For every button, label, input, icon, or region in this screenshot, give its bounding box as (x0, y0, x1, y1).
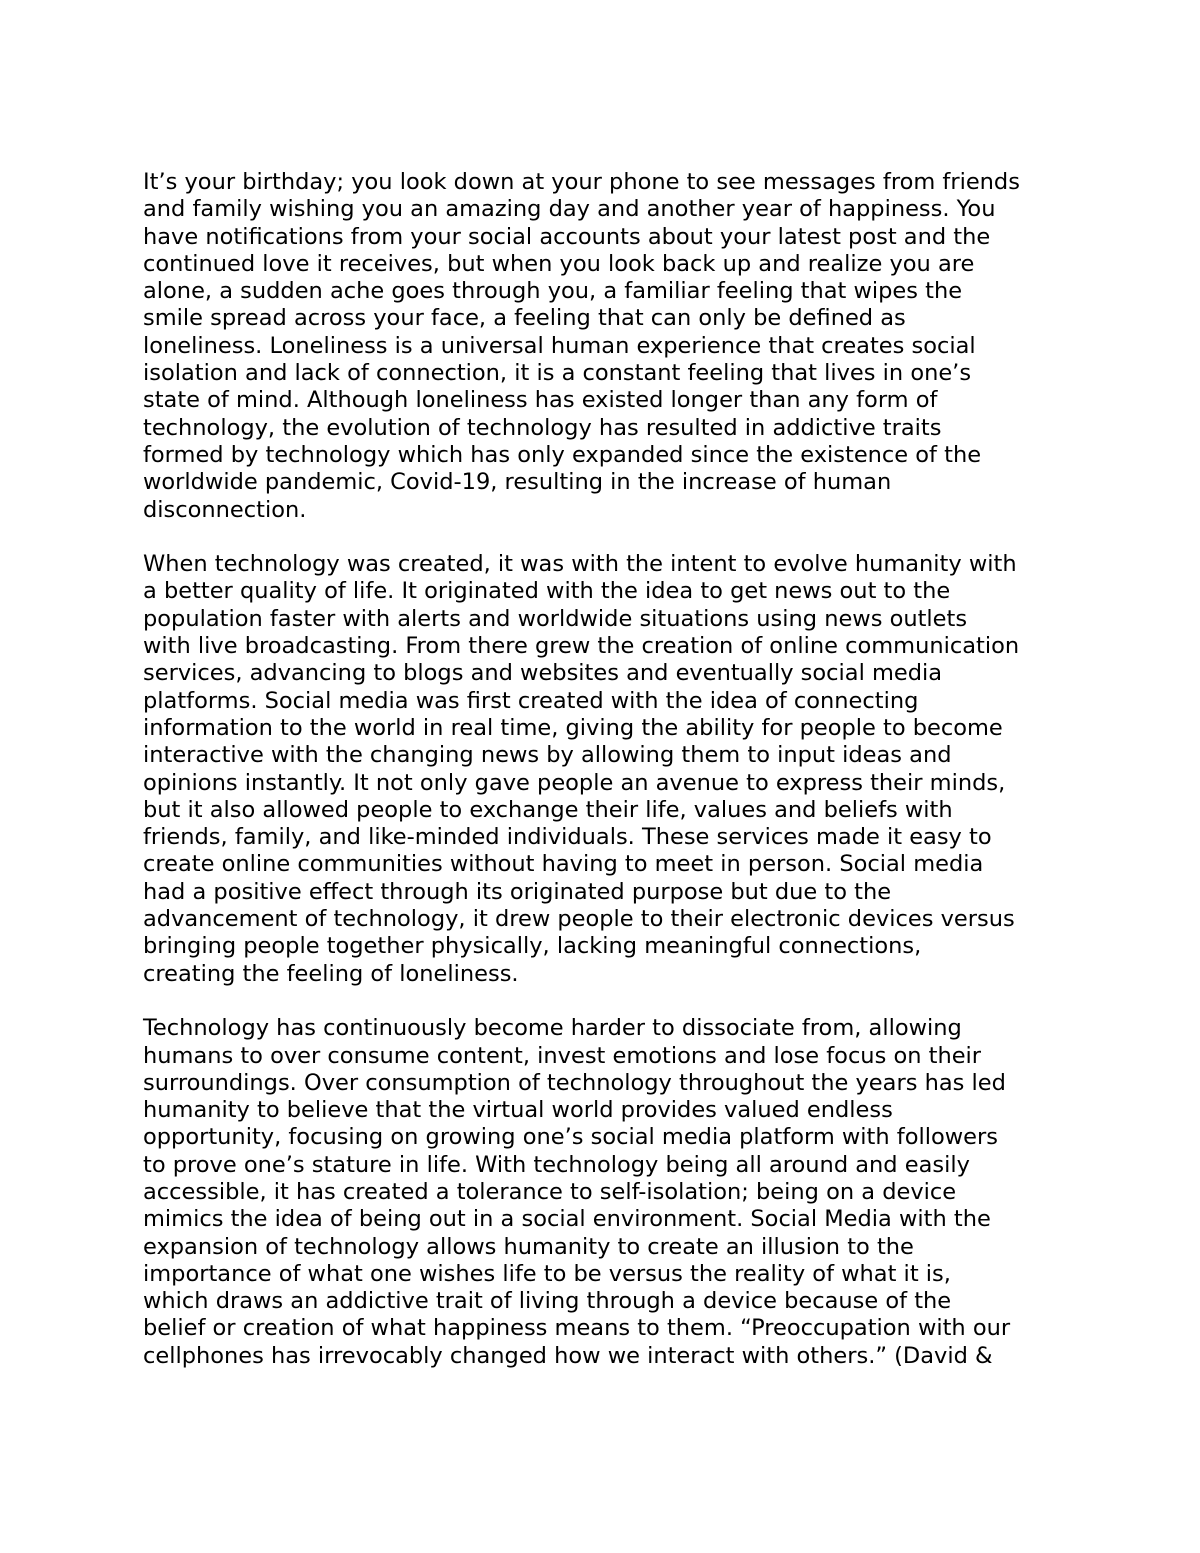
text-line: state of mind. Although loneliness has existed longer than any form of (143, 387, 938, 414)
text-line: platforms. Social media was first created with the idea of connecting (143, 687, 919, 714)
text-line: humans to over consume content, invest emotions and lose focus on their (143, 1042, 982, 1069)
text-line: cellphones has irrevocably changed how we interact with others.” (David & (143, 1342, 993, 1369)
text-line: accessible, it has created a tolerance to self-isolation; being on a device (143, 1178, 957, 1205)
text-line: interactive with the changing news by allowing them to input ideas and (143, 742, 952, 769)
text-line: isolation and lack of connection, it is a constant feeling that lives in one’s (143, 360, 972, 387)
text-line: create online communities without having to meet in person. Social media (143, 851, 984, 878)
text-line: expansion of technology allows humanity to create an illusion to the (143, 1233, 914, 1260)
text-line: information to the world in real time, giving the ability for people to become (143, 714, 1003, 741)
text-line: mimics the idea of being out in a social environment. Social Media with the (143, 1206, 991, 1233)
text-line: loneliness. Loneliness is a universal human experience that creates social (143, 332, 976, 359)
text-line: advancement of technology, it drew people to their electronic devices versus (143, 906, 1015, 933)
paragraph-3 (143, 1015, 1063, 1370)
text-line: Technology has continuously become harder to dissociate from, allowing (143, 1015, 962, 1042)
text-line: When technology was created, it was with the intent to evolve humanity with (143, 551, 1017, 578)
text-line: which draws an addictive trait of living through a device because of the (143, 1288, 952, 1315)
paragraph-2 (143, 551, 1063, 988)
text-line: and family wishing you an amazing day and another year of happiness. You (143, 196, 996, 223)
text-line: importance of what one wishes life to be versus the reality of what it is, (143, 1260, 951, 1287)
text-line: opportunity, focusing on growing one’s social media platform with followers (143, 1124, 998, 1151)
text-line: humanity to believe that the virtual world provides valued endless (143, 1097, 893, 1124)
text-line: smile spread across your face, a feeling that can only be defined as (143, 305, 906, 332)
text-line: had a positive effect through its originated purpose but due to the (143, 878, 892, 905)
text-line: creating the feeling of loneliness. (143, 960, 519, 987)
text-line: opinions instantly. It not only gave people an avenue to express their minds, (143, 769, 1006, 796)
text-line: worldwide pandemic, Covid-19, resulting in the increase of human (143, 469, 892, 496)
paragraph-1 (143, 169, 1063, 524)
essay-body (143, 169, 1063, 1397)
text-line: to prove one’s stature in life. With technology being all around and easily (143, 1151, 970, 1178)
text-line: technology, the evolution of technology has resulted in addictive traits (143, 414, 942, 441)
text-line: surroundings. Over consumption of technology throughout the years has led (143, 1069, 1006, 1096)
text-line: formed by technology which has only expanded since the existence of the (143, 441, 982, 468)
text-line: disconnection. (143, 496, 307, 523)
text-line: have notifications from your social accounts about your latest post and the (143, 223, 991, 250)
text-line: belief or creation of what happiness means to them. “Preoccupation with our (143, 1315, 1011, 1342)
text-line: population faster with alerts and worldwide situations using news outlets (143, 605, 968, 632)
text-line: services, advancing to blogs and websites and eventually social media (143, 660, 943, 687)
text-line: but it also allowed people to exchange their life, values and beliefs with (143, 796, 953, 823)
text-line: alone, a sudden ache goes through you, a familiar feeling that wipes the (143, 278, 963, 305)
text-line: a better quality of life. It originated with the idea to get news out to the (143, 578, 951, 605)
text-line: friends, family, and like-minded individuals. These services made it easy to (143, 824, 992, 851)
text-line: continued love it receives, but when you look back up and realize you are (143, 250, 975, 277)
text-line: bringing people together physically, lacking meaningful connections, (143, 933, 922, 960)
text-line: It’s your birthday; you look down at your phone to see messages from friends (143, 169, 1020, 195)
text-line: with live broadcasting. From there grew the creation of online communication (143, 633, 1020, 660)
